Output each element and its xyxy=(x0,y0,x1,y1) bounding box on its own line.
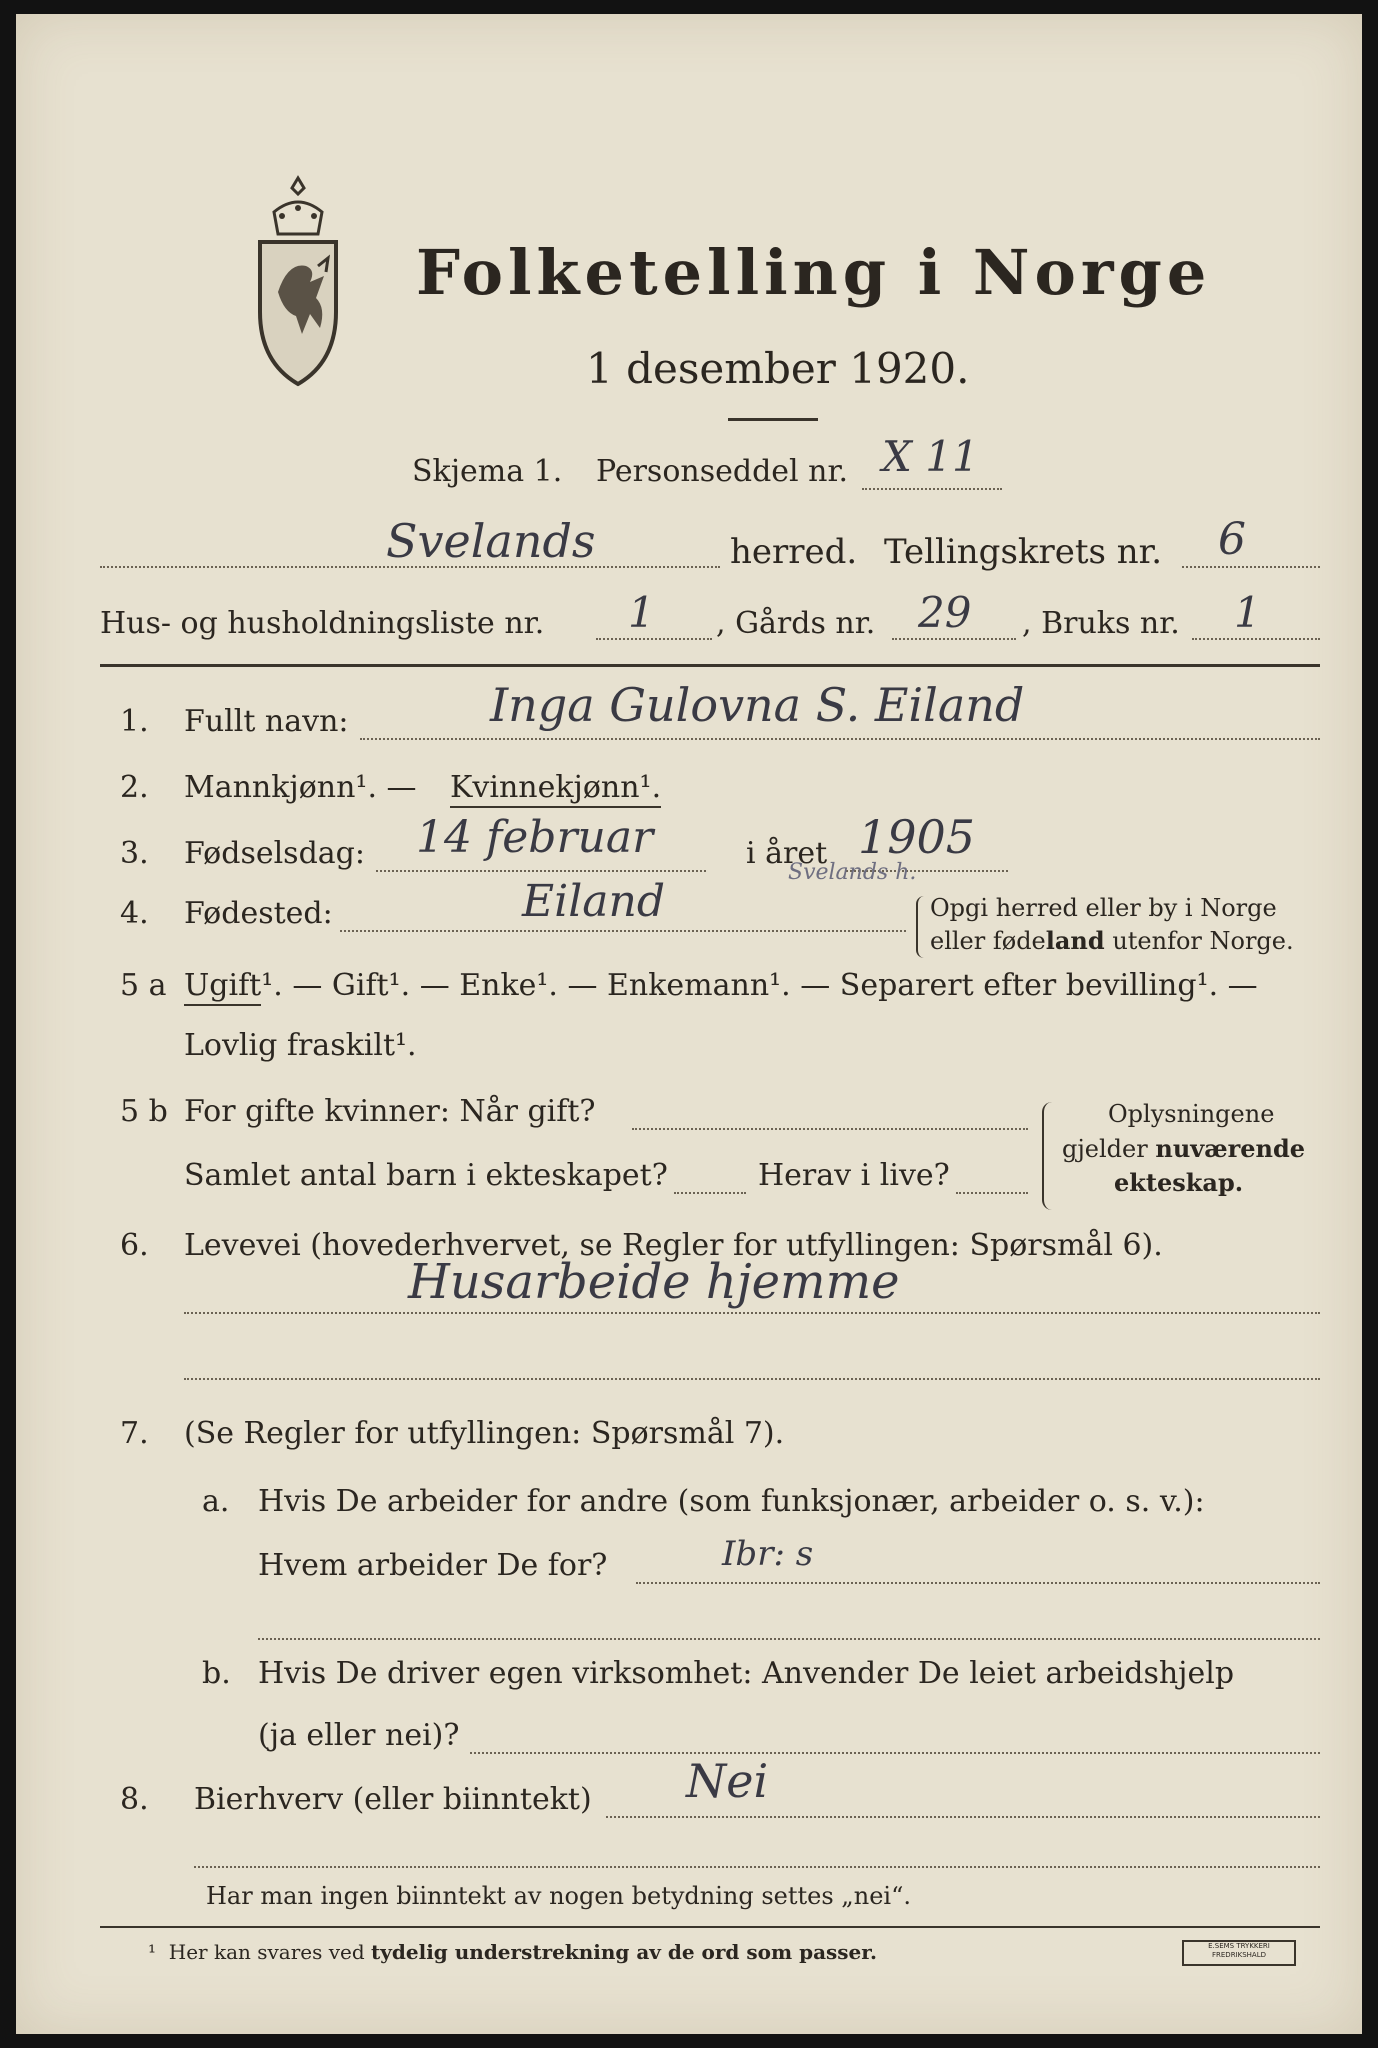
gender-male-option[interactable]: Mannkjønn¹. — xyxy=(184,770,417,805)
employer-value[interactable]: Ibr: s xyxy=(722,1534,814,1574)
q5b-number: 5 b xyxy=(120,1094,168,1129)
q8-number: 8. xyxy=(120,1782,149,1817)
q4-label: Fødested: xyxy=(184,896,333,931)
q6-field-line2 xyxy=(184,1378,1320,1380)
bruks-value[interactable]: 1 xyxy=(1234,588,1261,637)
q1-field-line xyxy=(360,738,1320,740)
q3-year-label: i året xyxy=(746,836,828,871)
husliste-field-line xyxy=(596,638,712,640)
tellingskrets-value[interactable]: 6 xyxy=(1218,514,1246,565)
q5b-children-field[interactable] xyxy=(674,1192,746,1194)
q5b-note-line1: Oplysningene xyxy=(1108,1100,1275,1128)
q5b-children-label: Samlet antal barn i ekteskapet? xyxy=(184,1158,668,1193)
q3-field-line xyxy=(376,870,706,872)
q4-hint-line1: Opgi herred eller by i Norge xyxy=(930,894,1277,922)
q5b-alive-field[interactable] xyxy=(956,1192,1028,1194)
q2-number: 2. xyxy=(120,770,149,805)
q5a-number: 5 a xyxy=(120,968,167,1003)
q6-field-line1 xyxy=(184,1312,1320,1314)
herred-value[interactable]: Svelands xyxy=(386,514,596,568)
q7a-field-line2 xyxy=(258,1638,1320,1640)
q5b-note-line3: ekteskap. xyxy=(1114,1168,1244,1197)
q5b-brace xyxy=(1042,1102,1052,1210)
norwegian-coat-of-arms-icon xyxy=(248,172,348,392)
occupation-value[interactable]: Husarbeide hjemme xyxy=(408,1254,900,1310)
q7a-label: Hvis De arbeider for andre (som funksjonær, arbeider o. s. v.): xyxy=(258,1484,1205,1519)
q7b-field-line[interactable] xyxy=(470,1752,1320,1754)
q4-brace xyxy=(916,896,924,958)
q1-number: 1. xyxy=(120,704,149,739)
q3-number: 3. xyxy=(120,836,149,871)
q8-field-line2 xyxy=(194,1866,1320,1868)
personseddel-field-line xyxy=(862,488,1002,490)
marital-status-options: Ugift¹. — Gift¹. — Enke¹. — Enkemann¹. — Separert efter bevilling¹. — xyxy=(184,968,1258,1003)
gender-female-option[interactable]: Kvinnekjønn¹. xyxy=(450,770,661,808)
bruks-field-line xyxy=(1192,638,1320,640)
bruks-label: , Bruks nr. xyxy=(1022,606,1180,641)
q7b-label: Hvis De driver egen virksomhet: Anvender De leiet arbeidshjelp xyxy=(258,1656,1235,1691)
marital-unmarried-option[interactable]: Ugift xyxy=(184,968,261,1006)
full-name-value[interactable]: Inga Gulovna S. Eiland xyxy=(490,678,1025,732)
side-income-value[interactable]: Nei xyxy=(686,1754,769,1808)
q7a-number: a. xyxy=(202,1484,230,1519)
birthplace-note: Svelands h. xyxy=(788,860,917,885)
q7a-employer-label: Hvem arbeider De for? xyxy=(258,1548,608,1583)
gards-field-line xyxy=(892,638,1016,640)
q7-number: 7. xyxy=(120,1416,149,1451)
tellingskrets-field-line xyxy=(1182,566,1320,568)
skjema-label: Skjema 1. xyxy=(412,454,563,489)
q7-label: (Se Regler for utfyllingen: Spørsmål 7). xyxy=(184,1416,785,1451)
census-form-sheet xyxy=(16,14,1362,2034)
q3-label: Fødselsdag: xyxy=(184,836,365,871)
title-divider xyxy=(728,418,818,421)
tellingskrets-label: Tellingskrets nr. xyxy=(884,532,1163,572)
footer-divider xyxy=(100,1926,1320,1928)
birthday-value[interactable]: 14 februar xyxy=(416,812,654,863)
birth-year-value[interactable]: 1905 xyxy=(858,810,976,864)
census-date: 1 desember 1920. xyxy=(586,344,970,393)
q8-note: Har man ingen biinntekt av nogen betydning settes „nei“. xyxy=(206,1882,911,1910)
q5b-alive-label: Herav i live? xyxy=(758,1158,950,1193)
q4-hint-line2: eller fødeland utenfor Norge. xyxy=(930,926,1294,955)
q8-field-line1 xyxy=(606,1816,1320,1818)
marital-divorced-option[interactable]: Lovlig fraskilt¹. xyxy=(184,1028,417,1063)
husliste-value[interactable]: 1 xyxy=(628,588,655,637)
header-divider xyxy=(100,664,1320,667)
q1-label: Fullt navn: xyxy=(184,704,349,739)
gards-label: , Gårds nr. xyxy=(716,606,876,641)
gards-value[interactable]: 29 xyxy=(918,588,972,637)
birthplace-value[interactable]: Eiland xyxy=(522,876,665,927)
q6-number: 6. xyxy=(120,1228,149,1263)
q6-label: Levevei (hovederhvervet, se Regler for utfyllingen: Spørsmål 6). xyxy=(184,1228,1163,1263)
personseddel-value[interactable]: X 11 xyxy=(882,432,979,481)
q7b-answer-label: (ja eller nei)? xyxy=(258,1718,460,1753)
q8-label: Bierhverv (eller biinntekt) xyxy=(194,1782,592,1817)
q4-field-line xyxy=(340,930,906,932)
q5b-married-when-label: For gifte kvinner: Når gift? xyxy=(184,1094,596,1129)
q7a-field-line1 xyxy=(636,1582,1320,1584)
page-title: Folketelling i Norge xyxy=(416,236,1212,309)
herred-label: herred. xyxy=(730,532,858,572)
q5b-married-when-field[interactable] xyxy=(632,1128,1028,1130)
husliste-label: Hus- og husholdningsliste nr. xyxy=(100,606,545,641)
q4-number: 4. xyxy=(120,896,149,931)
footnote: ¹ Her kan svares ved tydelig understrekning av de ord som passer. xyxy=(148,1940,877,1964)
q5b-note-line2: gjelder nuværende xyxy=(1062,1134,1306,1163)
printer-stamp: E.SEMS TRYKKERI FREDRIKSHALD xyxy=(1182,1940,1296,1966)
q7b-number: b. xyxy=(202,1656,231,1691)
personseddel-label: Personseddel nr. xyxy=(596,454,849,489)
